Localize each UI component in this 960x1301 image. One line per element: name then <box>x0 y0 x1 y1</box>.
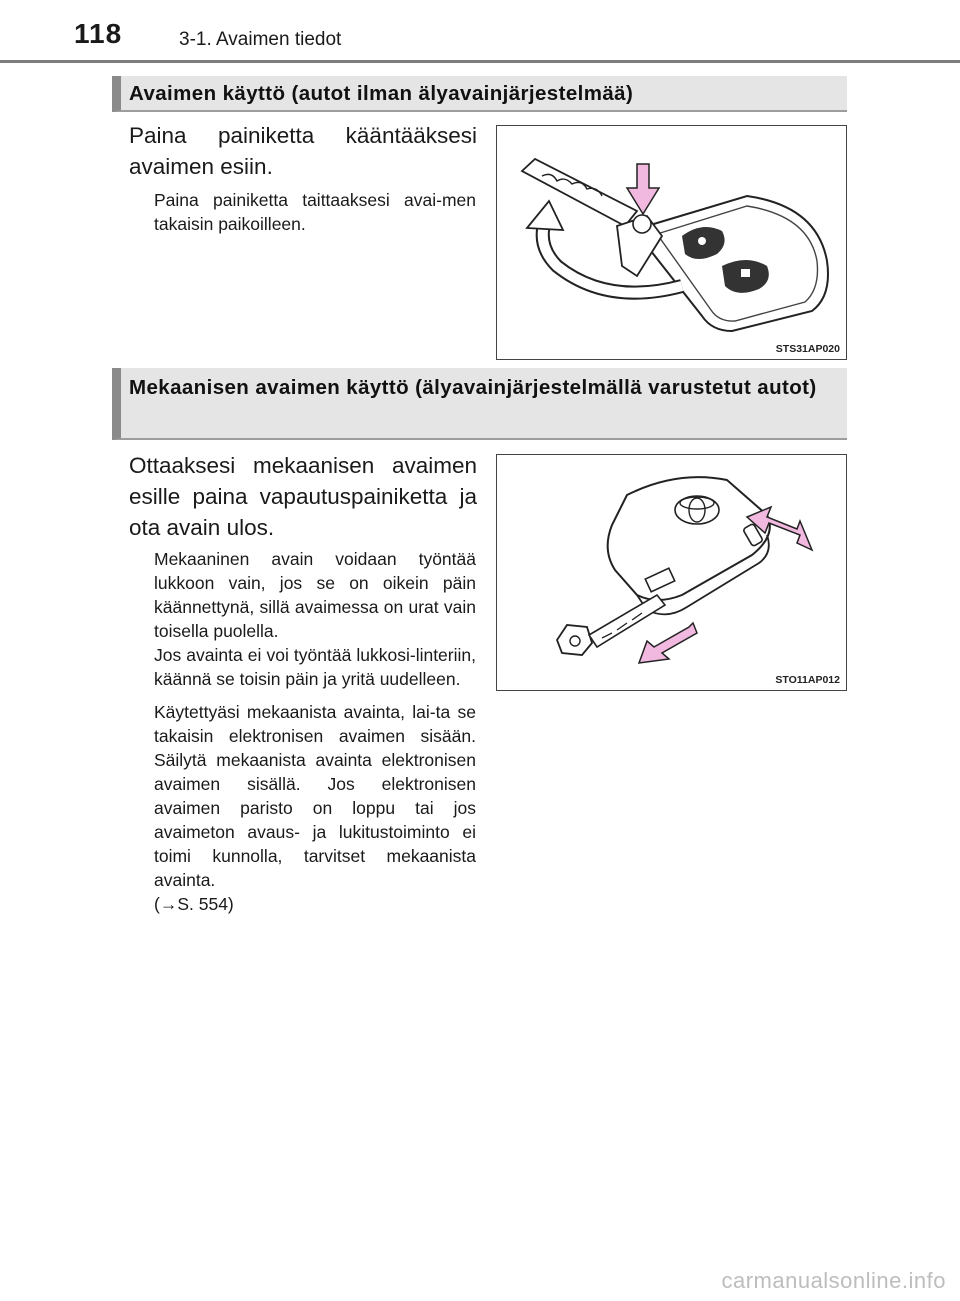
section1-lead: Paina painiketta kääntääksesi avaimen esiin. <box>129 123 477 179</box>
section-heading-mechanical-key: Mekaanisen avaimen käyttö (älyavainjärjestelmällä varustetut autot) <box>112 368 847 440</box>
figure-smart-key <box>496 454 847 691</box>
header-rule <box>0 60 960 63</box>
section2-note-1: Mekaaninen avain voidaan työntää lukkoon vain, jos se on oikein päin käännettynä, sillä avaimessa on urat vain toisella puolella. <box>154 549 476 641</box>
section2-note-3: Käytettyäsi mekaanista avainta, lai-ta se takaisin elektronisen avaimen sisään. Säilytä mekaanista avainta elektronisen avaimen sisällä. Jos elektronisen avaimen paristo on loppu tai jos avaimeton avaus- ja lukitustoiminto ei toimi kunnolla, tarvitset mekaanista avainta. <box>154 702 476 890</box>
section2-lead: Ottaaksesi mekaanisen avaimen esille paina vapautuspainiketta ja ota avain ulos. <box>129 453 477 540</box>
flip-key-illustration <box>497 126 847 360</box>
figure-code-2: STO11AP012 <box>775 674 840 686</box>
smart-key-illustration <box>497 455 847 691</box>
section-heading-key-usage: Avaimen käyttö (autot ilman älyavainjärjestelmää) <box>112 76 847 112</box>
figure-flip-key <box>496 125 847 360</box>
figure-code-1: STS31AP020 <box>775 343 840 355</box>
watermark: carmanualsonline.info <box>721 1268 946 1293</box>
page-reference: (→S. 554) <box>154 894 234 914</box>
chapter-title: 3-1. Avaimen tiedot <box>179 29 342 50</box>
section2-notes <box>154 547 476 916</box>
section1-note: Paina painiketta taittaaksesi avai-men takaisin paikoilleen. <box>154 190 476 234</box>
page-number: 118 <box>74 18 123 49</box>
section2-note-2: Jos avainta ei voi työntää lukkosi-linteriin, käännä se toisin päin ja yritä uudelleen. <box>154 645 476 689</box>
